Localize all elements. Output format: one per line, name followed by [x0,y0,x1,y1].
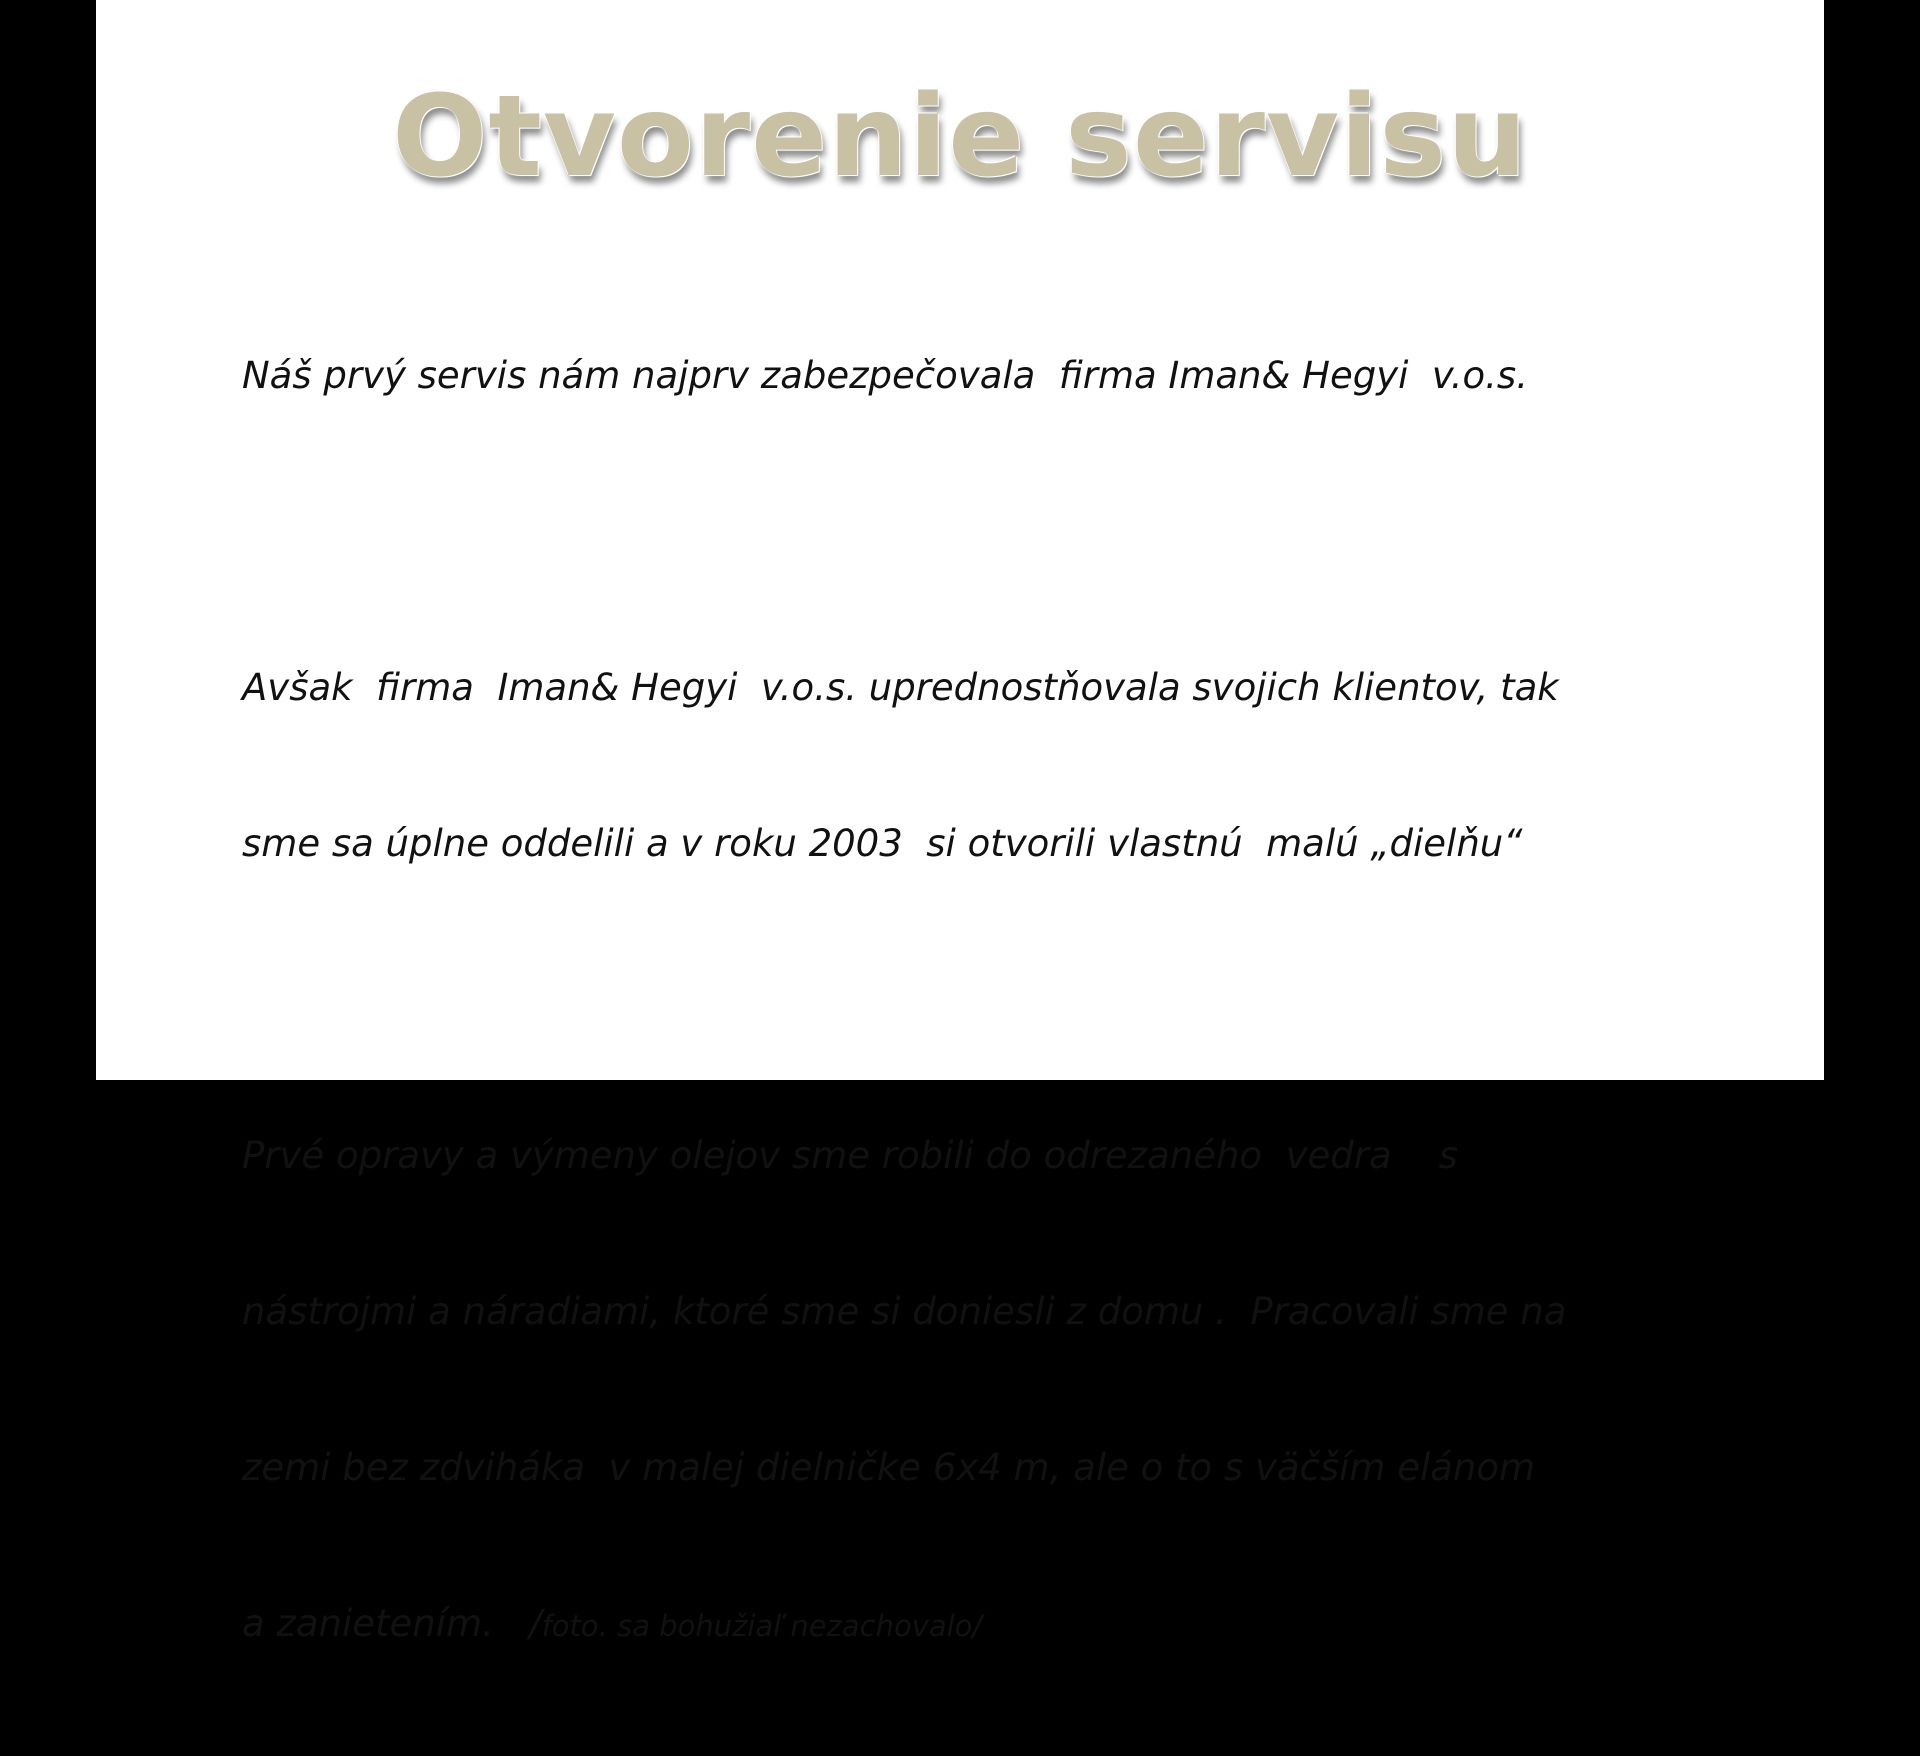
slide-body [242,246,1762,1756]
text-line: sme sa úplne oddelili a v roku 2003 si otvorili vlastnú malú „dielňu“ [242,822,1523,865]
photo-note: foto. sa bohužiaľ nezachovalo/ [541,1609,983,1643]
text-line: Náš prvý servis nám najprv zabezpečovala firma Iman& Hegyi v.o.s. [242,354,1528,397]
text-line: Prvé opravy a výmeny olejov sme robili do odrezaného vedra s [242,1134,1458,1177]
text-line: nástrojmi a náradiami, ktoré sme si doniesli z domu . Pracovali sme na [242,1290,1567,1333]
text-line: Avšak firma Iman& Hegyi v.o.s. uprednostňovala svojich klientov, tak [242,666,1559,709]
paragraph-own-workshop [242,558,1762,974]
paragraph-first-service [242,246,1762,506]
text-line-with-note [242,1598,1762,1652]
paragraph-first-repairs [242,1026,1762,1756]
slide-title: Otvorenie servisu [392,72,1528,202]
text-line: a zanietením. / [242,1602,542,1645]
slide [96,0,1824,1645]
text-line: zemi bez zdviháka v malej dielničke 6x4 m, ale o to s väčším elánom [242,1446,1536,1489]
